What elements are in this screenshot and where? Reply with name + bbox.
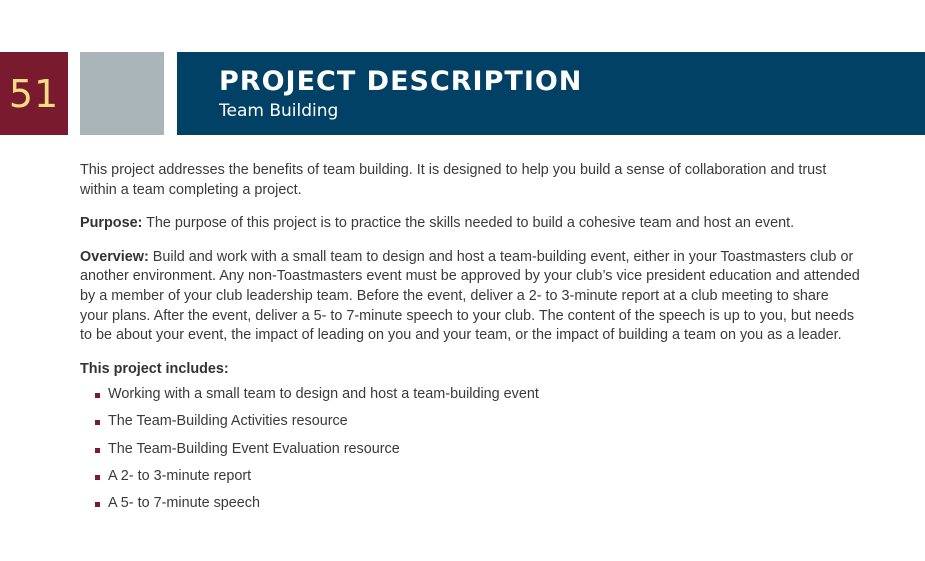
includes-heading: This project includes: [80,360,229,377]
page-title: PROJECT DESCRIPTION [219,66,583,97]
list-item-text: The Team-Building Event Evaluation resource [108,440,400,457]
purpose-paragraph [80,214,860,234]
page-number-box [0,52,68,135]
decorative-gray-block [80,52,164,135]
square-bullet-icon [95,502,100,507]
list-item [95,440,860,460]
purpose-label: Purpose: [80,215,143,232]
list-item [95,412,860,432]
list-item-text: The Team-Building Activities resource [108,413,348,430]
list-item-text: A 2- to 3-minute report [108,467,252,484]
square-bullet-icon [95,475,100,480]
list-item-text: A 5- to 7-minute speech [108,494,260,511]
list-item [95,494,860,514]
overview-label: Overview: [80,248,149,265]
page-subtitle: Team Building [219,101,339,121]
overview-text: Build and work with a small team to design and host a team-building event, either in your Toastmasters club or another environment. Any non-Toastmasters event must be approved by your club’s vice president education and attended by a member of your club leadership team. Before the event, deliver a 2- to 3-minute report at a club meeting to share your plans. After the event, deliver a 5- to 7-minute speech to your club. The content of the speech is up to you, but needs to be about your event, the impact of leading on you and your team, or the impact of building a team on you as a leader. [80,248,860,344]
list-item [95,385,860,405]
list-item-text: Working with a small team to design and host a team-building event [108,386,539,403]
content-body [80,161,860,521]
square-bullet-icon [95,393,100,398]
overview-paragraph [80,248,860,346]
square-bullet-icon [95,448,100,453]
page-number: 51 [8,71,60,116]
intro-paragraph: This project addresses the benefits of team building. It is designed to help you build a sense of collaboration and trust within a team completing a project. [80,162,827,198]
purpose-text: The purpose of this project is to practice the skills needed to build a cohesive team and host an event. [142,215,795,232]
header-bar [177,52,925,135]
list-item [95,467,860,487]
square-bullet-icon [95,420,100,425]
includes-list [80,385,860,513]
